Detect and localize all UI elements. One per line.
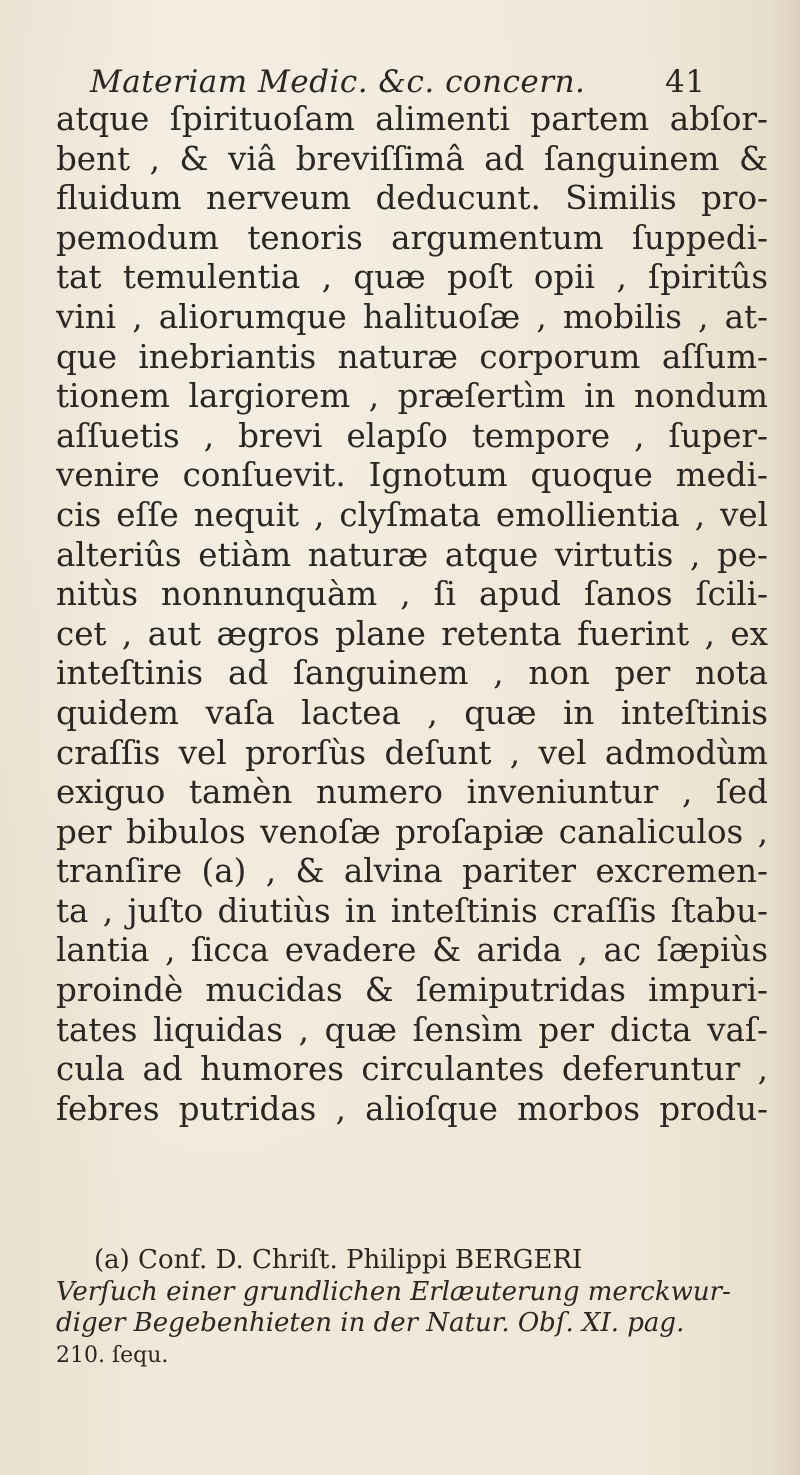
text-line: lantia , ſicca evadere & arida , ac ſæpiùs — [56, 931, 768, 970]
text-line: ta , juſto diutiùs in inteſtinis craſſis ſtabu- — [56, 891, 768, 930]
text-line: tat temulentia , quæ poſt opii , ſpiritûs — [56, 258, 768, 297]
body-text — [56, 100, 768, 1129]
text-line: craſſis vel prorſùs deſunt , vel admodùm — [56, 733, 768, 772]
text-line: inteſtinis ad ſanguinem , non per nota — [56, 654, 768, 693]
text-line: venire conſuevit. Ignotum quoque medi- — [56, 456, 768, 495]
text-line: febres putridas , alioſque morbos produ- — [56, 1089, 768, 1128]
footnote-line: 210. ſequ. — [56, 1342, 169, 1368]
text-line: vini , aliorumque halituoſæ , mobilis , at- — [56, 297, 768, 336]
text-line: fluidum nerveum deducunt. Similis pro- — [56, 179, 768, 218]
running-head-title: Materiam Medic. &c. concern. — [90, 64, 586, 100]
footnote — [56, 1245, 768, 1371]
text-line: tranſire (a) , & alvina pariter excremen- — [56, 852, 768, 891]
text-line: cet , aut ægros plane retenta fuerint , ex — [56, 614, 768, 653]
text-line: bent , & viâ breviſſimâ ad ſanguinem & — [56, 139, 768, 178]
text-line: quidem vaſa lactea , quæ in inteſtinis — [56, 693, 768, 732]
footnote-line: Verſuch einer grundlichen Erlæuterung merckwur- — [56, 1276, 731, 1307]
page-number: 41 — [665, 64, 706, 100]
text-line: exiguo tamèn numero inveniuntur , ſed — [56, 773, 768, 812]
footnote-line: (a) Conf. D. Chriſt. Philippi BERGERI — [94, 1245, 583, 1275]
text-line: tionem largiorem , præſertìm in nondum — [56, 377, 768, 416]
text-line: cis eſſe nequit , clyſmata emollientia , vel — [56, 495, 768, 534]
text-line: atque ſpirituoſam alimenti partem abſor- — [56, 100, 768, 138]
footnote-line: diger Begebenhieten in der Natur. Obſ. XI. pag. — [56, 1308, 685, 1338]
text-line: aſſuetis , brevi elapſo tempore , ſuper- — [56, 416, 768, 455]
text-line: alteriûs etiàm naturæ atque virtutis , pe- — [56, 535, 768, 574]
page-edge-shadow — [770, 0, 800, 1475]
text-line: tates liquidas , quæ ſensìm per dicta vaſ- — [56, 1010, 768, 1049]
text-line: cula ad humores circulantes deferuntur , — [56, 1050, 768, 1089]
text-line: nitùs nonnunquàm , ſi apud ſanos ſcili- — [56, 575, 768, 614]
text-line: per bibulos venoſæ proſapiæ canaliculos , — [56, 812, 768, 851]
text-line: que inebriantis naturæ corporum aſſum- — [56, 337, 768, 376]
running-head — [90, 64, 710, 104]
text-line: proindè mucidas & ſemiputridas impuri- — [56, 971, 768, 1010]
text-line: pemodum tenoris argumentum ſuppedi- — [56, 218, 768, 257]
